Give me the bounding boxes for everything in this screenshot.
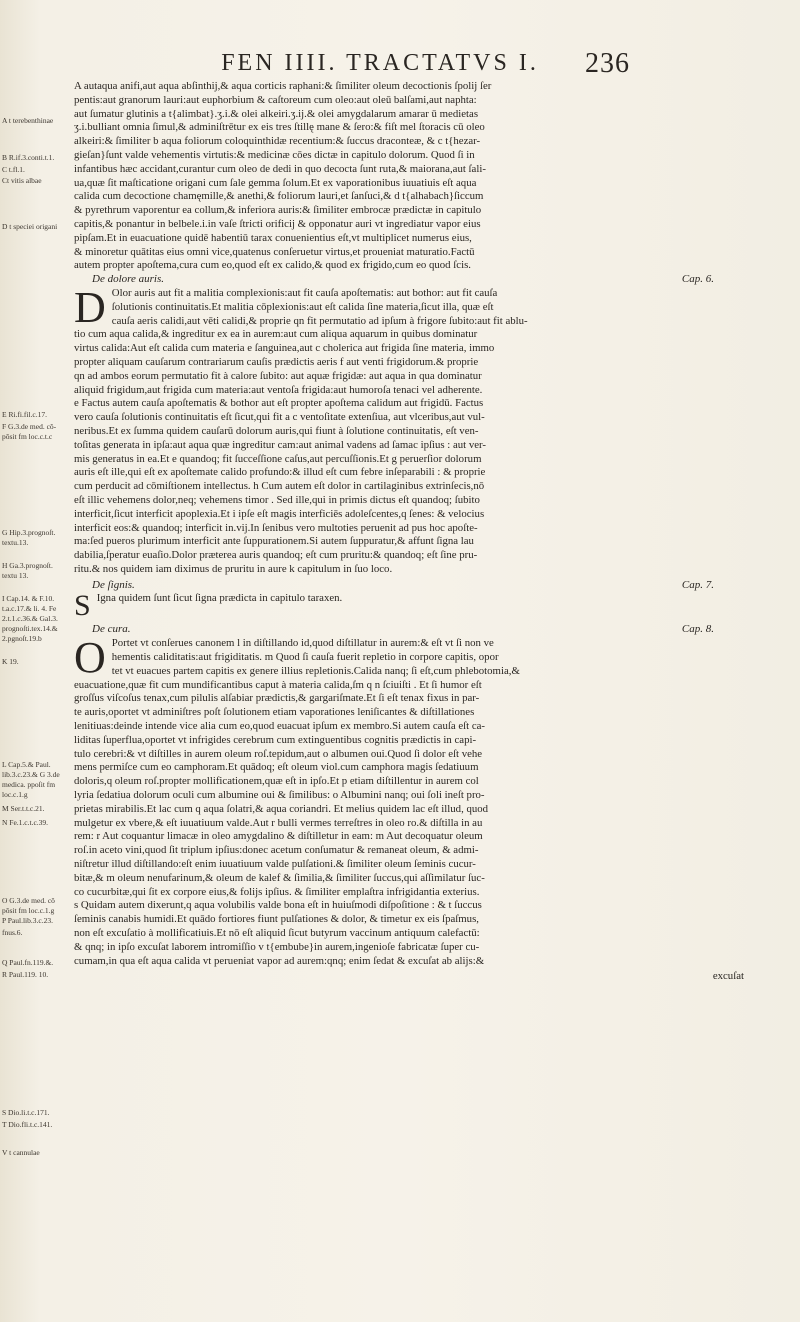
text-line: pipſam.Et in euacuatione quidē habentiū tarax conuenientius eſt,vt multiplicet numerus eius, [74, 231, 472, 244]
text-line: propter aliquam cauſarum contrariarum cauſis prædictis aeris f aut venti frigidorum.& proprie [74, 355, 479, 368]
text-line: toſitas generata in ipſa:aut aqua quæ ingreditur cam:aut animal vadens ad ſamac ipſius : aut ver- [74, 438, 487, 451]
text-line: groſſus viſcoſus tenax,cum pilulis alſabiar prædictis,& gargariſmate.Et ſi eſt tenax fixus in par- [74, 692, 480, 705]
paragraph-de-cura [74, 637, 764, 968]
text-line: interficit eos:& quandoq; interficit in.vij.In ſenibus vero multoties peruenit ad pus hoc apoſte- [74, 521, 478, 534]
margin-note: B R.if.3.conti.t.1. [2, 153, 55, 162]
catchword: excuſat [712, 970, 744, 983]
text-line: mens permiſce cum eo camphoram.Et quādoq; eſt oleum viol.cum camphora magis ſedatiuum [74, 761, 479, 774]
margin-note: C t.fl.1. [2, 165, 25, 174]
margin-note: textu.13. [2, 538, 29, 547]
chapter-number: Cap. 7. [681, 578, 714, 591]
text-line: & pyrethrum vaporentur ea collum,& inferiora auris:& ſimiliter embrocæ prædictæ in capitulo [74, 204, 482, 217]
margin-note: A t terebenthinae [2, 116, 54, 125]
text-line: co cucurbitæ,qui ſit ex corpore eius,& folijs ipſius. & ſimiliter emplaſtra infrigidantia exterius. [74, 885, 480, 898]
text-line: non eſt excuſatio à mollificatiuis.Et nō eſt aliquid ſicut butyrum vaccinum antiquum calefactū: [74, 927, 480, 940]
folio-number: 236 [585, 48, 630, 79]
text-line: qn ad ambos eorum permutatio fit à calore ſubito: aut aquæ frigidæ: aut aqua in qua dominatur [74, 369, 482, 382]
margin-note: V t cannulae [2, 1148, 40, 1157]
margin-note: 2.t.1.c.36.& Gal.3. [2, 614, 58, 623]
text-line: Olor auris aut fit a malitia complexionis:aut fit cauſa apoſtematis: aut bothor: aut fit cauſa [111, 286, 498, 299]
margin-note: 2.pgnoſt.19.b [2, 634, 42, 643]
text-line: bitæ,& m oleum nenufarinum,& oleum de kalef & ſimilia,& ſimiliter ſuccus,qui aſſimilatur ſuc- [74, 871, 485, 884]
paragraph-de-dolore [74, 287, 764, 577]
text-line: lyria ſedatiua dolorum oculi cum albumine oui & ſimilibus: o Albumini nanq; oui ſoli ineſt pro- [74, 789, 485, 802]
text-line: neribus.Et ex ſumma quidem cauſarū dolorum auris,qui fiunt à ſolutione continuitatis, eſt ven- [74, 424, 479, 437]
text-line: aut ſumatur glutinis a t{alimbat}.ʒ.i.& olei alkeiri.ʒ.ij.& olei amygdalarum amarar ū medietas [74, 107, 479, 120]
text-line: roſ.in aceto vini,quod ſit triplum ipſius:donec acetum conſumatur & remaneat oleum, & admi- [74, 844, 479, 857]
text-line: gieſan}ſunt valde vehementis virtutis:& medicinæ cōes dictæ in capitulo dolorum. Quod ſi in [74, 148, 475, 161]
text-line: capitis,& ponantur in belbele.i.in vaſe ſtricti orificij & opponatur auri vt ingrediatur vapor eius [74, 217, 481, 230]
text-line: dabilia,ſperatur euaſio.Dolor præterea auris quandoq; eſt cum pruritu:& quandoq; eſt ſine pru- [74, 549, 478, 562]
margin-note: prognoſti.tex.14.& [2, 624, 58, 633]
text-line: autem propter apoſtema,cura cum eo,quod eſt ex calido,& quod ex frigido,cum eo quod ſcis. [74, 259, 471, 272]
running-title: FEN IIII. TRACTATVS I. [221, 50, 539, 76]
text-line: euacuatione,quæ fit cum mundificantibus caput à materia calida,ſm q n ſciuiſti . Et ſi humor eſt [74, 678, 482, 691]
section-title: De cura. [92, 623, 131, 636]
text-line: alkeiri:& ſimiliter b aqua foliorum coloquinthidæ recentium:& ſuccus draconteæ, & c t{hezar- [74, 135, 481, 148]
margin-note: R Paul.119. 10. [2, 970, 49, 979]
margin-note: loc.c.1.g [2, 790, 28, 799]
text-line: niſtretur illud diſtillando:eſt enim iuuatiuum valde pulſationi.& ſimiliter oleum ſeminis cucur- [74, 858, 476, 871]
text-line: e Factus autem cauſa apoſtematis & bothor aut eſt propter apoſtema calidum aut frigidū. Factus [74, 397, 484, 410]
margin-note: Q Paul.fn.119.&. [2, 958, 54, 967]
text-line: aliquid frigidum,aut frigida cum materia:aut ventoſa frigida:aut humoroſa tenaci vel adherente. [74, 383, 483, 396]
text-line: A autaqua anifi,aut aqua abſinthij,& aqua corticis raphani:& ſimiliter oleum decoctionis ſpolij ſer [74, 80, 492, 92]
margin-note: fnus.6. [2, 928, 23, 937]
margin-note: L Cap.5.& Paul. [2, 760, 51, 769]
margin-note: Ct vitis albae [2, 176, 42, 185]
text-line: ʒ.i.bulliant omnia ſimul,& adminiſtrētur ex eis tres ſtillę mane & ſero:& fiſt mel ſtoracis cū oleo [74, 121, 485, 134]
text-line: & qnq; in ipſo excuſat laborem intromiſſio v t{embube}in aurem,ingenioſe fabricatæ ſuper cu- [74, 940, 480, 953]
section-heading-de-dolore [74, 273, 764, 287]
margin-note: lib.3.c.23.& G 3.de [2, 770, 60, 779]
margin-note: I Cap.14. & F.10. [2, 594, 55, 603]
paragraph-de-signis [74, 592, 764, 619]
text-line: infantibus hæc accidant,curantur cum oleo de dedi in quo decocta ſunt ruta,& maiorana,aut ſali- [74, 162, 486, 175]
margin-note: F G.3.de med. cõ- [2, 422, 57, 431]
text-line: ma:ſed pueros plurimum interficit ante ſuppurationem.Si autem ſuppuratur,& affunt ſigna lau [74, 535, 474, 548]
margin-note: pōsit fm loc.c.1.g [2, 906, 55, 915]
text-line: ritu.& nos quidem iam diximus de pruritu in aure k capitulum in ſuo loco. [74, 562, 393, 575]
drop-capital: D [74, 286, 106, 332]
margin-note: E Ri.fi.fil.c.17. [2, 410, 47, 419]
text-line: calida cum decoctione chamęmille,& anethi,& foliorum lauri,et ſanſuci,& d t{alhabach}ſiccum [74, 190, 484, 203]
text-line: eſt illic vehemens dolor,neq; vehemens timor . Sed ille,qui in primis dictus eſt quandoq; ſubito [74, 493, 480, 506]
main-text [74, 80, 764, 984]
margin-note: medica. ppoſit fm [2, 780, 56, 789]
drop-capital: O [74, 637, 106, 683]
text-line: cauſa aeris calidi,aut vēti calidi,& proprie qn fit permutatio ad ipſum à frigore ſubito:aut fit ablu- [111, 314, 528, 327]
section-heading-de-cura [74, 623, 764, 637]
text-line: prietas mirabilis.Et lac cum q aqua ſolatri,& aqua coriandri. Et melius quidem lac eſt illud, quod [74, 802, 489, 815]
text-line: vero cauſa ſolutionis continuitatis eſt ſicut,qui fit a c ventoſitate extenſiua, aut vlceribus,aut vul- [74, 411, 485, 424]
text-line: & minoretur quātitas eius omni vice,quatenus conſeruetur virtus,et proueniat maturatio.Factū [74, 245, 475, 258]
text-line: mulgetur ex vbere,& eſt iuuatiuum valde.Aut r bulli vermes terreſtres in oleo ro.& diſtilla in au [74, 816, 483, 829]
text-line: hementis caliditatis:aut frigiditatis. m Quod ſi cauſa fuerit repletio in corpore capitis, opor [111, 651, 499, 664]
text-line: te auris,oportet vt adminiſtres poſt ſolutionem etiam vaporationes leniſicantes & diſtillationes [74, 706, 475, 719]
margin-note: textu 13. [2, 571, 29, 580]
text-line: rem: r Aut coquantur limacæ in oleo amygdalino & diſtilletur in eam: m Aut decoquatur oleum [74, 830, 483, 843]
margin-note: P Paul.lib.3.c.23. [2, 916, 53, 925]
text-line: lenitiuas:deinde intende vice alia cum eo,quod euacuat ipſum ex membro.Si autem cauſa eſt ca- [74, 720, 486, 733]
text-line: Igna quidem ſunt ſicut ſigna prædicta in capitulo taraxen. [96, 592, 343, 605]
chapter-number: Cap. 6. [681, 273, 714, 286]
text-line: doloris,q oleum roſ.propter mollificationem,quæ eſt in ipſo.Et p etiam diſtillentur in aurem col [74, 775, 479, 788]
text-line: tet vt euacues partem capitis ex genere illius repletionis.Calida nanq; ſi eſt,cum phlebotomia,& [111, 664, 520, 677]
margin-note: N Fe.1.c.t.c.39. [2, 818, 49, 827]
text-line: pentis:aut granorum lauri:aut euphorbium & caſtoreum cum oleo:aut oleū balſami,aut naphta: [74, 93, 477, 106]
text-line: liditas ſuperflua,oportet vt infrigides cerebrum cum extinguentibus cognitis prædictis in capi- [74, 733, 477, 746]
text-line: s Quidam autem dixerunt,q aqua volubilis valde bona eſt in huiuſmodi diſpoſitione : & t ſuccus [74, 899, 482, 912]
text-line: auris eſt ille,qui eſt ex apoſtemate calido profundo:& illud eſt cum febre inſeparabili : & proprie [74, 466, 486, 479]
intro-paragraph [74, 80, 764, 273]
text-line: ua,quæ ſit maſticatione origani cum ſale gemma ſolum.Et ex vaporationibus iuuatiuis eſt aqua [74, 176, 477, 189]
section-title: De ſignis. [92, 578, 135, 591]
drop-capital: S [74, 592, 91, 620]
margin-note: S Dio.li.t.c.171. [2, 1108, 50, 1117]
margin-note: K 19. [2, 657, 19, 666]
margin-note: pōsit fm loc.c.t.c [2, 432, 53, 441]
margin-note: t.a.c.17.& li. 4. Fe [2, 604, 57, 613]
margin-note: D t speciei origani [2, 222, 58, 231]
chapter-number: Cap. 8. [681, 623, 714, 636]
text-line: ſeminis canabis humidi.Et quādo fortiores fiunt pulſationes & dolor, & timetur ex eis ſpaſmus, [74, 913, 479, 926]
margin-note: M Ser.t.t.c.21. [2, 804, 45, 813]
text-line: cumam,in qua eſt aqua calida vt perueniat vapor ad aurem:qnq; enim ſedat & excuſat ab alijs:& [74, 954, 485, 967]
text-line: interficit,ſicut interficit apoplexia.Et i ipſe eſt magis interficiēs adoleſcentes,q ſenes: & velocius [74, 507, 485, 520]
margin-note: T Dio.fli.t.c.141. [2, 1120, 53, 1129]
text-line: virtus calida:Aut eſt calida cum materia e ſanguinea,aut c cholerica aut frigida ſine materia, immo [74, 342, 495, 355]
margin-note: G Hip.3.prognoſt. [2, 528, 56, 537]
section-title: De dolore auris. [92, 273, 165, 286]
section-heading-de-signis [74, 579, 764, 593]
text-line: tio cum aqua calida,& ingreditur ex ea in aurem:aut cum aliqua aquarum in quibus dominatur [74, 328, 478, 341]
text-line: tulo cerebri:& vt diſtilles in aurem oleum roſ.tepidum,aut o albumen oui.Quod ſi dolor eſt vehe [74, 747, 483, 760]
text-line: mis generatus in ea.Et e quandoq; fit ſucceſſione caſus,aut percuſſionis.Et g peruerſior dolorum [74, 452, 482, 465]
text-line: cum perducit ad cōmiſtionem intellectus. h Cum autem eſt dolor in cartilaginibus extrinſecis,nō [74, 480, 485, 493]
margin-note: O G.3.de med. cõ [2, 896, 55, 905]
text-line: ſolutionis continuitatis.Et malitia cōplexionis:aut eſt calida ſine materia,ſicut illa, quæ eſt [111, 300, 494, 313]
text-line: Portet vt conſerues canonem l in diſtillando id,quod diſtillatur in aurem:& eſt vt ſi non ve [111, 637, 494, 650]
margin-note: H Ga.3.prognoſt. [2, 561, 53, 570]
